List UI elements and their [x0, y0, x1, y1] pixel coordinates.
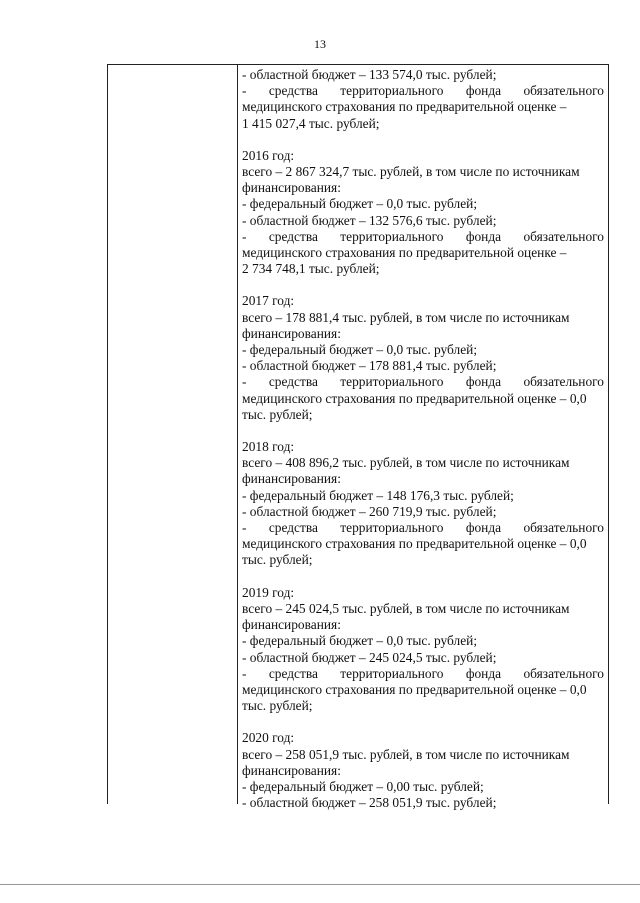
line-word: -: [242, 83, 247, 99]
line-word: -: [242, 228, 247, 244]
text-line: медицинского страхования по предварительной оценке – 0,0: [242, 681, 587, 697]
line-word: фонда: [465, 374, 502, 390]
block-gap: [242, 132, 604, 148]
line-word: территориального: [340, 228, 444, 244]
block-gap: [242, 569, 604, 585]
line-word: обязательного: [523, 520, 604, 536]
line-word: средства: [268, 665, 318, 681]
line-word: средства: [268, 520, 318, 536]
text-line: [242, 83, 604, 99]
text-line: - областной бюджет – 260 719,9 тыс. рублей;: [242, 503, 497, 519]
text-line: финансирования:: [242, 180, 341, 196]
line-word: обязательного: [523, 374, 604, 390]
year-block: [242, 293, 604, 423]
text-line: - областной бюджет – 132 576,6 тыс. рублей;: [242, 212, 497, 228]
line-word: фонда: [465, 83, 502, 99]
text-line: 2018 год:: [242, 439, 295, 455]
text-line: всего – 258 051,9 тыс. рублей, в том числе по источникам: [242, 746, 570, 762]
text-line: - областной бюджет – 178 881,4 тыс. рублей;: [242, 358, 497, 374]
line-word: обязательного: [523, 83, 604, 99]
text-line: медицинского страхования по предварительной оценке – 0,0: [242, 390, 587, 406]
text-line: всего – 245 024,5 тыс. рублей, в том числе по источникам: [242, 600, 570, 616]
line-word: средства: [268, 83, 318, 99]
line-word: обязательного: [523, 228, 604, 244]
text-line: медицинского страхования по предварительной оценке –: [242, 99, 567, 115]
text-line: медицинского страхования по предварительной оценке – 0,0: [242, 536, 587, 552]
text-line: финансирования:: [242, 617, 341, 633]
text-line: 2 734 748,1 тыс. рублей;: [242, 261, 380, 277]
text-line: - федеральный бюджет – 148 176,3 тыс. рублей;: [242, 487, 514, 503]
text-line: 2016 год:: [242, 147, 295, 163]
text-line: финансирования:: [242, 762, 341, 778]
block-gap: [242, 423, 604, 439]
text-line: всего – 408 896,2 тыс. рублей, в том числе по источникам: [242, 455, 570, 471]
text-line: всего – 2 867 324,7 тыс. рублей, в том числе по источникам: [242, 164, 580, 180]
line-word: фонда: [465, 228, 502, 244]
line-word: -: [242, 665, 247, 681]
text-line: - федеральный бюджет – 0,0 тыс. рублей;: [242, 633, 478, 649]
line-word: обязательного: [523, 665, 604, 681]
line-word: территориального: [340, 83, 444, 99]
line-word: фонда: [465, 665, 502, 681]
text-line: [242, 229, 604, 245]
text-line: - областной бюджет – 245 024,5 тыс. рублей;: [242, 649, 497, 665]
text-line: медицинского страхования по предварительной оценке –: [242, 245, 567, 261]
year-block: [242, 439, 604, 569]
text-line: - федеральный бюджет – 0,0 тыс. рублей;: [242, 342, 478, 358]
text-line: 2020 год:: [242, 730, 295, 746]
text-line: [242, 374, 604, 390]
text-line: [242, 666, 604, 682]
line-word: территориального: [340, 520, 444, 536]
text-line: финансирования:: [242, 471, 341, 487]
page-number: 13: [314, 37, 326, 51]
text-line: финансирования:: [242, 325, 341, 341]
year-block: [242, 730, 604, 811]
text-line: 2017 год:: [242, 293, 295, 309]
text-line: 2019 год:: [242, 584, 295, 600]
year-block: [242, 148, 604, 278]
text-line: тыс. рублей;: [242, 698, 313, 714]
text-line: тыс. рублей;: [242, 406, 313, 422]
line-word: средства: [268, 374, 318, 390]
line-word: территориального: [340, 374, 444, 390]
line-word: фонда: [465, 520, 502, 536]
line-word: -: [242, 374, 247, 390]
table-left-column: [108, 65, 238, 804]
text-line: тыс. рублей;: [242, 552, 313, 568]
text-line: - областной бюджет – 258 051,9 тыс. рублей;: [242, 795, 497, 811]
text-line: 1 415 027,4 тыс. рублей;: [242, 115, 380, 131]
text-line: всего – 178 881,4 тыс. рублей, в том числе по источникам: [242, 309, 570, 325]
line-word: средства: [268, 228, 318, 244]
text-line: - областной бюджет – 133 574,0 тыс. рублей;: [242, 67, 497, 82]
financing-table: [107, 64, 609, 811]
continuation-block: [242, 67, 604, 132]
page-bottom-rule: [0, 884, 640, 885]
line-word: -: [242, 520, 247, 536]
block-gap: [242, 714, 604, 730]
line-word: территориального: [340, 665, 444, 681]
text-line: [242, 520, 604, 536]
table-right-column: [238, 65, 608, 811]
block-gap: [242, 277, 604, 293]
text-line: - федеральный бюджет – 0,00 тыс. рублей;: [242, 778, 484, 794]
year-block: [242, 585, 604, 715]
text-line: - федеральный бюджет – 0,0 тыс. рублей;: [242, 196, 478, 212]
